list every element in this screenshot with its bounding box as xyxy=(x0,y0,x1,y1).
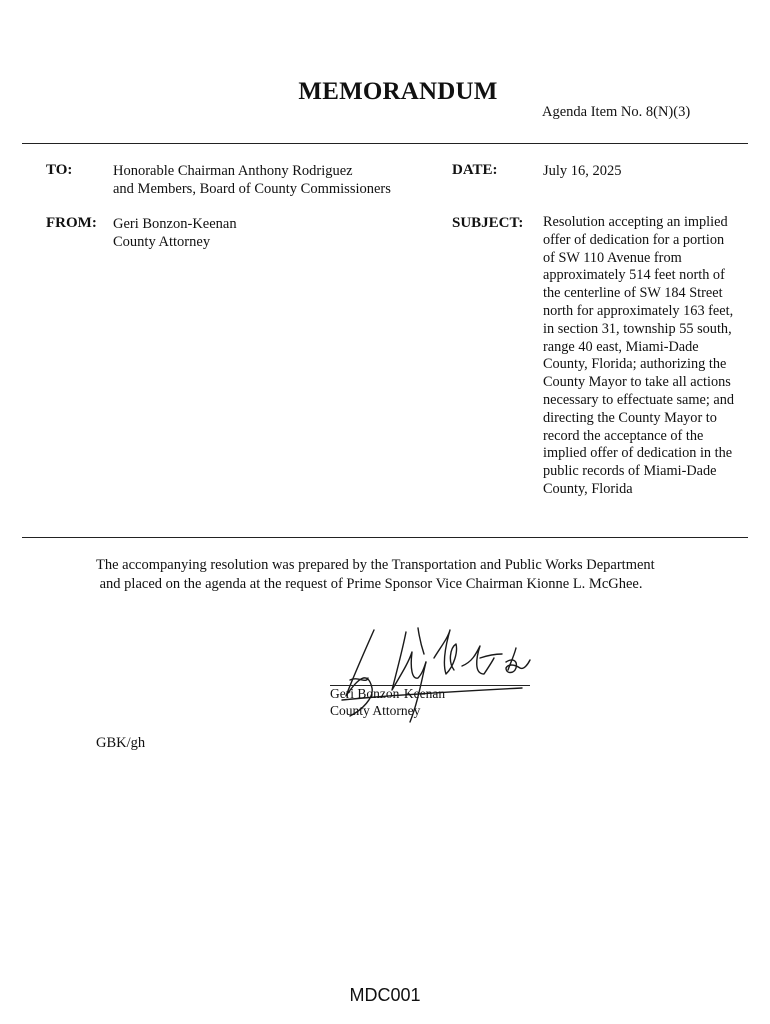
bottom-divider xyxy=(22,537,748,538)
agenda-item-number: Agenda Item No. 8(N)(3) xyxy=(542,104,691,120)
top-divider xyxy=(22,143,748,144)
date-value: July 16, 2025 xyxy=(543,163,622,179)
subject-line: directing the County Mayor to xyxy=(543,409,717,426)
subject-line: the centerline of SW 184 Street xyxy=(543,285,723,302)
signature-block xyxy=(330,685,445,719)
subject-line: County, Florida xyxy=(543,480,633,497)
signatory-name: Geri Bonzon-Keenan xyxy=(330,686,446,701)
subject-line: County, Florida; authorizing the xyxy=(543,356,727,373)
to-line-1: Honorable Chairman Anthony Rodriguez xyxy=(113,163,353,179)
subject-line: approximately 514 feet north of xyxy=(543,267,725,284)
signatory-title: County Attorney xyxy=(330,703,421,718)
subject-line: County Mayor to take all actions xyxy=(543,374,731,391)
subject-label: SUBJECT: xyxy=(452,215,524,231)
subject-line: public records of Miami-Dade xyxy=(543,463,717,480)
date-label: DATE: xyxy=(452,162,498,178)
document-footer-code: MDC001 xyxy=(349,985,421,1005)
subject-line: north for approximately 163 feet, xyxy=(543,302,734,319)
from-line-2: County Attorney xyxy=(113,234,211,250)
memo-title: MEMORANDUM xyxy=(298,78,498,105)
body-line-1: The accompanying resolution was prepared by the Transportation and Public Works Department xyxy=(96,557,655,573)
subject-text xyxy=(543,214,753,499)
subject-line: in section 31, township 55 south, xyxy=(543,320,732,337)
subject-line: of SW 110 Avenue from xyxy=(543,249,682,266)
to-label: TO: xyxy=(46,162,73,178)
from-label: FROM: xyxy=(46,215,97,231)
reference-initials: GBK/gh xyxy=(96,735,146,751)
subject-line: implied offer of dedication in the xyxy=(543,445,733,462)
from-sender xyxy=(113,215,237,251)
memo-body xyxy=(96,556,716,593)
to-recipients xyxy=(113,162,391,198)
to-line-2: and Members, Board of County Commissioners xyxy=(113,181,391,197)
body-line-2: and placed on the agenda at the request of Prime Sponsor Vice Chairman Kionne L. McGhee. xyxy=(96,575,643,592)
subject-line: record the acceptance of the xyxy=(543,427,704,444)
subject-line: Resolution accepting an implied xyxy=(543,214,728,230)
subject-line: range 40 east, Miami-Dade xyxy=(543,338,699,355)
subject-line: offer of dedication for a portion xyxy=(543,231,725,248)
from-line-1: Geri Bonzon-Keenan xyxy=(113,216,237,232)
subject-line: necessary to effectuate same; and xyxy=(543,391,735,408)
